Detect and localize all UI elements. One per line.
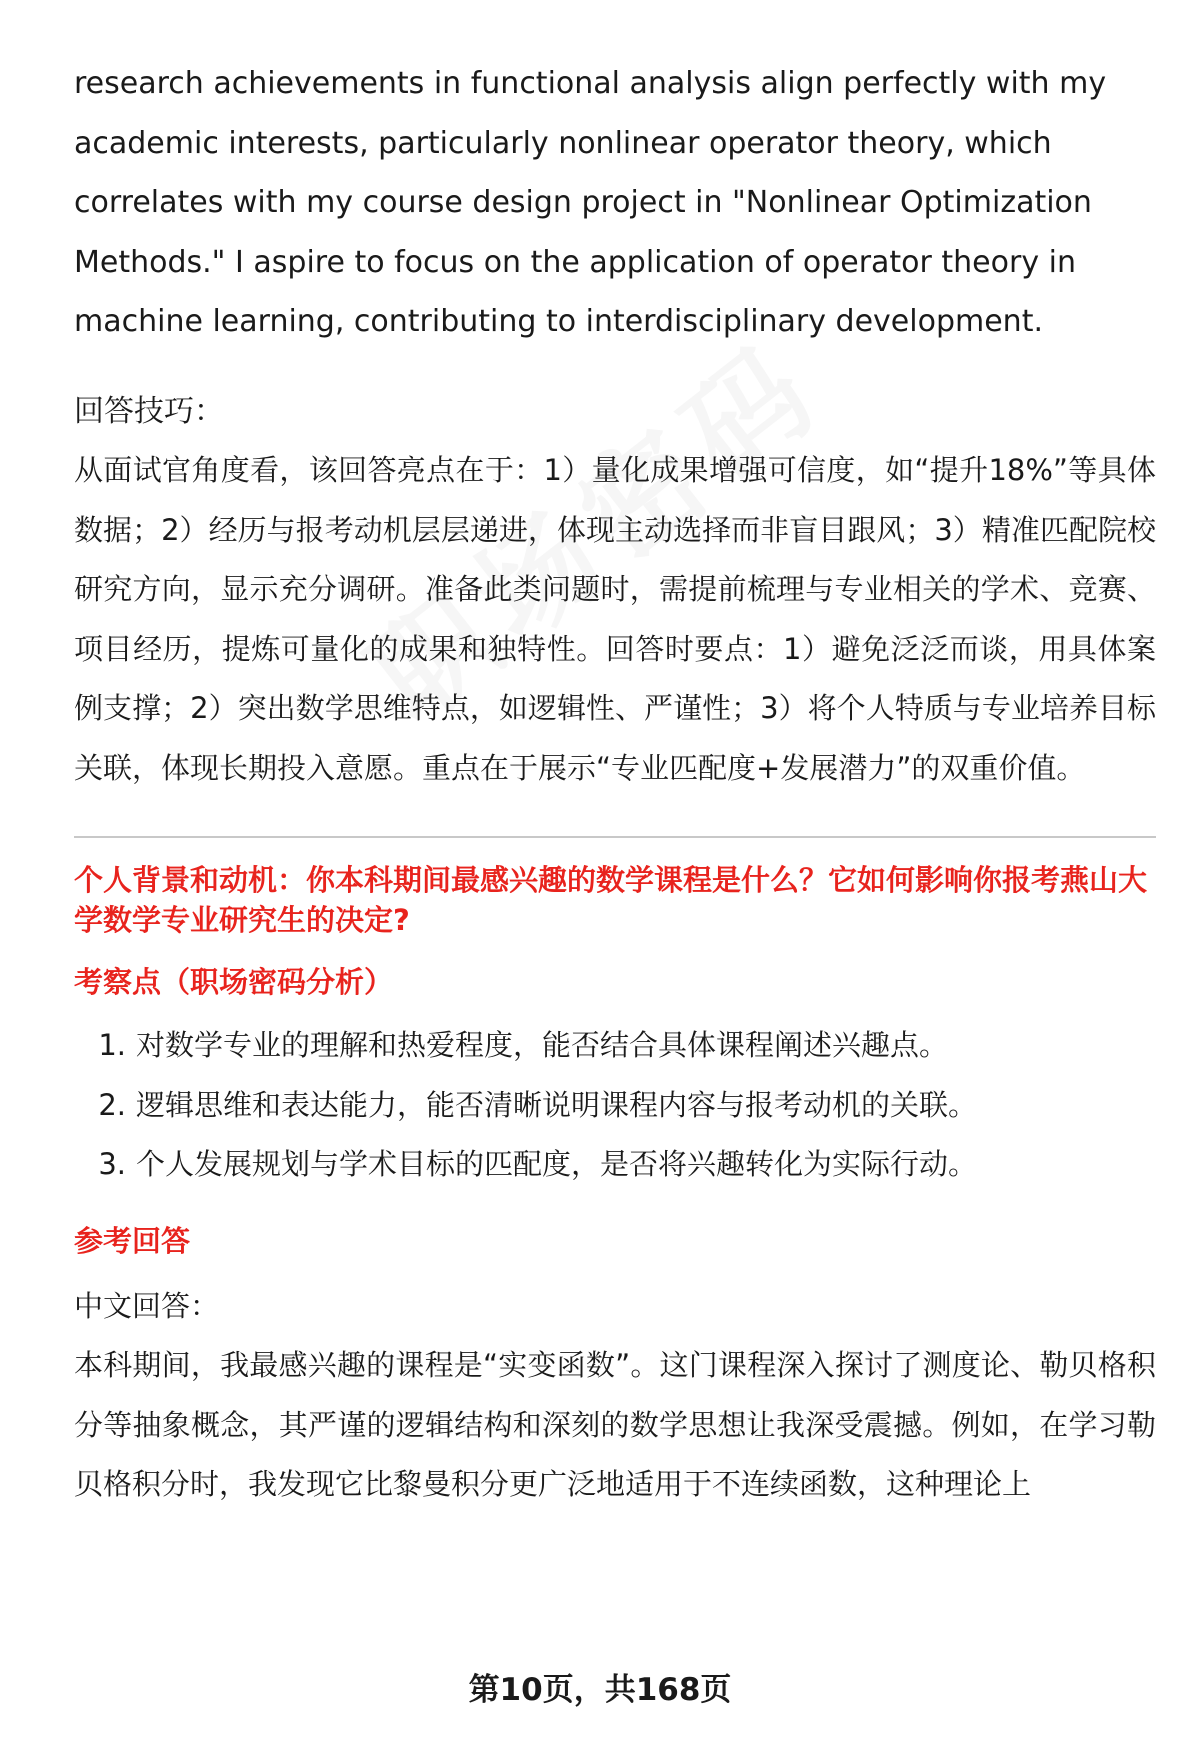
list-item-text: 对数学专业的理解和热爱程度，能否结合具体课程阐述兴趣点。 [136,1028,949,1062]
list-item [74,1135,1156,1195]
question-heading: 个人背景和动机：你本科期间最感兴趣的数学课程是什么？它如何影响你报考燕山大学数学专业研究生的决定? [74,863,1148,937]
tips-paragraph: 从面试官角度看，该回答亮点在于：1）量化成果增强可信度，如“提升18%”等具体数据；2）经历与报考动机层层递进，体现主动选择而非盲目跟风；3）精准匹配院校研究方向，显示充分调研。准备此类问题时，需提前梳理与专业相关的学术、竞赛、项目经历，提炼可量化的成果和独特性。回答时要点：1）避免泛泛而谈，用具体案例支撑；2）突出数学思维特点，如逻辑性、严谨性；3）将个人特质与专业培养目标关联，体现长期投入意愿。重点在于展示“专业匹配度+发展潜力”的双重价值。 [74,453,1156,785]
list-item-number: 3. [98,1147,126,1181]
assessment-points-list [74,1016,1156,1195]
reference-heading: 参考回答 [74,1223,191,1258]
section-divider [74,836,1156,838]
assessment-heading: 考察点（职场密码分析） [74,965,394,999]
page-content [74,54,1156,1515]
list-item-text: 个人发展规划与学术目标的匹配度，是否将兴趣转化为实际行动。 [136,1147,978,1181]
page-number-footer: 第10页，共168页 [468,1672,732,1708]
list-item [74,1016,1156,1076]
list-item-text: 逻辑思维和表达能力，能否清晰说明课程内容与报考动机的关联。 [136,1087,978,1122]
tips-label: 回答技巧： [74,393,224,429]
list-item-number: 2. [98,1087,126,1122]
list-item [74,1076,1156,1136]
chinese-answer-paragraph: 本科期间，我最感兴趣的课程是“实变函数”。这门课程深入探讨了测度论、勒贝格积分等抽象概念，其严谨的逻辑结构和深刻的数学思想让我深受震撼。例如，在学习勒贝格积分时，我发现它比黎曼积分更广泛地适用于不连续函数，这种理论上 [74,1348,1156,1501]
list-item-number: 1. [98,1028,126,1062]
chinese-answer-label: 中文回答： [74,1288,220,1323]
intro-paragraph-en: research achievements in functional analysis align perfectly with my academic interests, particularly nonlinear operator theory, which correlates with my course design project in "Nonlinear Optimization Methods." I aspire to focus on the application of operator theory in machine learning, contributing to interdisciplinary development. [74,66,1107,339]
